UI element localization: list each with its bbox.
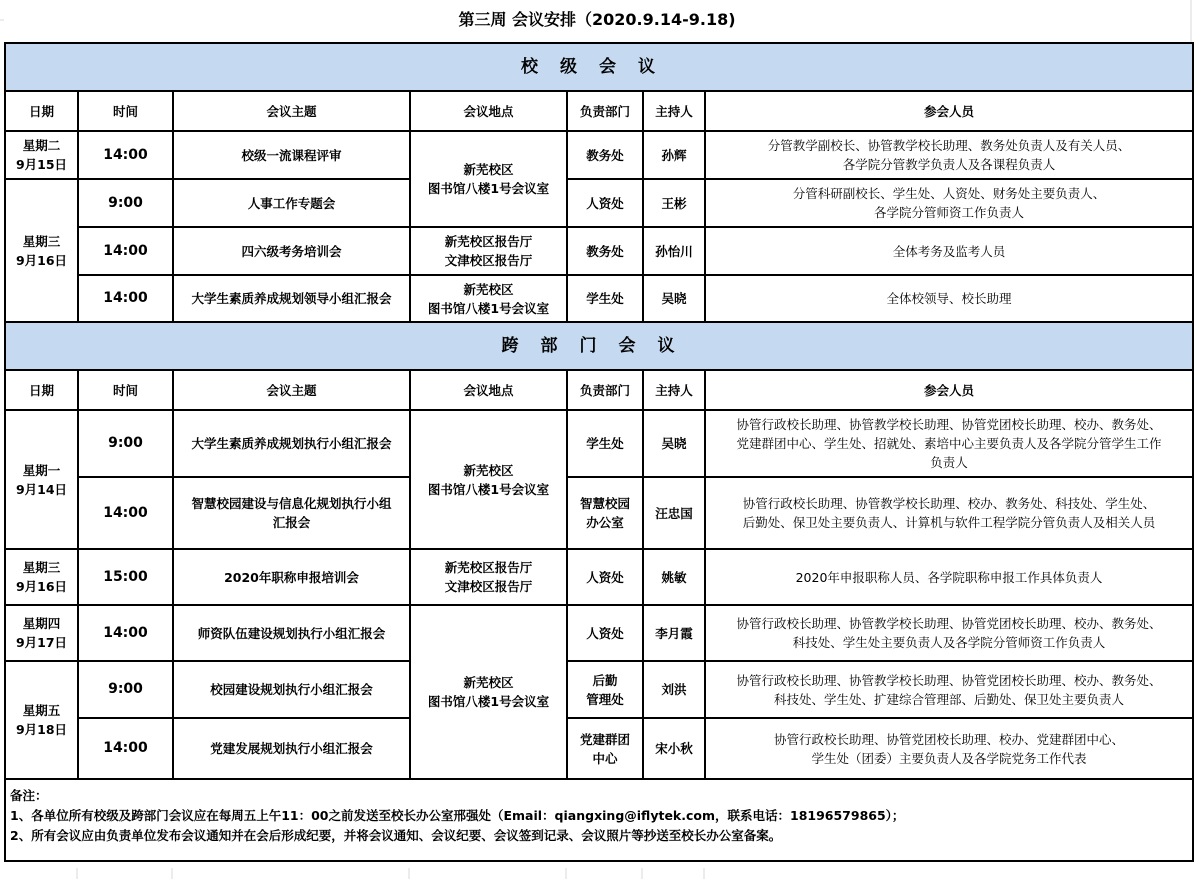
location-cell: 新芜校区 图书馆八楼1号会议室 <box>410 275 567 322</box>
attendees-cell: 分管教学副校长、协管教学校长助理、教务处负责人及有关人员、 各学院分管教学负责人及各课程负责人 <box>705 131 1193 179</box>
header-date: 日期 <box>5 91 78 131</box>
host-cell: 姚敏 <box>643 549 705 605</box>
attendees-cell: 协管行政校长助理、协管教学校长助理、协管党团校长助理、校办、教务处、 科技处、学生处、扩建综合管理部、后勤处、保卫处主要负责人 <box>705 661 1193 718</box>
topic-cell: 智慧校园建设与信息化规划执行小组 汇报会 <box>173 477 410 549</box>
date-cell: 星期四 9月17日 <box>5 605 78 661</box>
meeting-row <box>5 227 1193 275</box>
header-host: 主持人 <box>643 370 705 410</box>
topic-cell: 校级一流课程评审 <box>173 131 410 179</box>
header-host: 主持人 <box>643 91 705 131</box>
attendees-cell: 全体校领导、校长助理 <box>705 275 1193 322</box>
meeting-row <box>5 410 1193 477</box>
dept-cell: 人资处 <box>567 179 643 227</box>
school_level-section-heading: 校级会议 <box>5 43 1193 91</box>
time-cell: 14:00 <box>78 275 173 322</box>
header-date: 日期 <box>5 370 78 410</box>
header-time: 时间 <box>78 370 173 410</box>
time-cell: 14:00 <box>78 605 173 661</box>
date-cell: 星期三 9月16日 <box>5 179 78 322</box>
date-cell: 星期三 9月16日 <box>5 549 78 605</box>
meeting-row <box>5 549 1193 605</box>
header-location: 会议地点 <box>410 370 567 410</box>
meeting-row <box>5 131 1193 179</box>
meeting-row <box>5 477 1193 549</box>
dept-cell: 人资处 <box>567 605 643 661</box>
time-cell: 14:00 <box>78 477 173 549</box>
date-cell: 星期一 9月14日 <box>5 410 78 549</box>
time-cell: 15:00 <box>78 549 173 605</box>
host-cell: 孙辉 <box>643 131 705 179</box>
host-cell: 刘洪 <box>643 661 705 718</box>
notes-label: 备注： <box>10 788 48 803</box>
note-line: 2、所有会议应由负责单位发布会议通知并在会后形成纪要，并将会议通知、会议纪要、会议签到记录、会议照片等抄送至校长办公室备案。 <box>10 828 782 843</box>
schedule-table <box>4 42 1194 862</box>
meeting-row <box>5 605 1193 661</box>
dept-cell: 党建群团 中心 <box>567 718 643 779</box>
host-cell: 王彬 <box>643 179 705 227</box>
attendees-cell: 协管行政校长助理、协管党团校长助理、校办、党建群团中心、 学生处（团委）主要负责人及各学院党务工作代表 <box>705 718 1193 779</box>
topic-cell: 大学生素质养成规划执行小组汇报会 <box>173 410 410 477</box>
attendees-cell: 全体考务及监考人员 <box>705 227 1193 275</box>
topic-cell: 校园建设规划执行小组汇报会 <box>173 661 410 718</box>
topic-cell: 师资队伍建设规划执行小组汇报会 <box>173 605 410 661</box>
meeting-row <box>5 275 1193 322</box>
topic-cell: 党建发展规划执行小组汇报会 <box>173 718 410 779</box>
cross_department-section-heading: 跨部门会议 <box>5 322 1193 370</box>
notes-cell <box>5 779 1193 861</box>
date-cell: 星期五 9月18日 <box>5 661 78 779</box>
location-cell: 新芜校区报告厅 文津校区报告厅 <box>410 549 567 605</box>
attendees-cell: 协管行政校长助理、协管教学校长助理、协管党团校长助理、校办、教务处、 科技处、学生处主要负责人及各学院分管师资工作负责人 <box>705 605 1193 661</box>
host-cell: 吴晓 <box>643 275 705 322</box>
location-cell: 新芜校区 图书馆八楼1号会议室 <box>410 605 567 779</box>
attendees-cell: 分管科研副校长、学生处、人资处、财务处主要负责人、 各学院分管师资工作负责人 <box>705 179 1193 227</box>
dept-cell: 智慧校园 办公室 <box>567 477 643 549</box>
date-cell: 星期二 9月15日 <box>5 131 78 179</box>
header-dept: 负责部门 <box>567 91 643 131</box>
dept-cell: 学生处 <box>567 275 643 322</box>
topic-cell: 人事工作专题会 <box>173 179 410 227</box>
meeting-row <box>5 179 1193 227</box>
time-cell: 14:00 <box>78 227 173 275</box>
location-cell: 新芜校区 图书馆八楼1号会议室 <box>410 410 567 549</box>
header-location: 会议地点 <box>410 91 567 131</box>
location-cell: 新芜校区报告厅 文津校区报告厅 <box>410 227 567 275</box>
location-cell: 新芜校区 图书馆八楼1号会议室 <box>410 131 567 227</box>
attendees-cell: 协管行政校长助理、协管教学校长助理、校办、教务处、科技处、学生处、 后勤处、保卫处主要负责人、计算机与软件工程学院分管负责人及相关人员 <box>705 477 1193 549</box>
dept-cell: 学生处 <box>567 410 643 477</box>
host-cell: 孙怡川 <box>643 227 705 275</box>
page-title: 第三周 会议安排（2020.9.14-9.18) <box>458 10 736 29</box>
meeting-row <box>5 661 1193 718</box>
time-cell: 9:00 <box>78 661 173 718</box>
host-cell: 汪忠国 <box>643 477 705 549</box>
header-topic: 会议主题 <box>173 91 410 131</box>
host-cell: 吴晓 <box>643 410 705 477</box>
host-cell: 李月霞 <box>643 605 705 661</box>
dept-cell: 教务处 <box>567 131 643 179</box>
dept-cell: 教务处 <box>567 227 643 275</box>
time-cell: 14:00 <box>78 131 173 179</box>
header-attendees: 参会人员 <box>705 91 1193 131</box>
topic-cell: 四六级考务培训会 <box>173 227 410 275</box>
host-cell: 宋小秋 <box>643 718 705 779</box>
time-cell: 9:00 <box>78 179 173 227</box>
header-attendees: 参会人员 <box>705 370 1193 410</box>
topic-cell: 大学生素质养成规划领导小组汇报会 <box>173 275 410 322</box>
time-cell: 14:00 <box>78 718 173 779</box>
dept-cell: 人资处 <box>567 549 643 605</box>
meeting-row <box>5 718 1193 779</box>
header-time: 时间 <box>78 91 173 131</box>
topic-cell: 2020年职称申报培训会 <box>173 549 410 605</box>
dept-cell: 后勤 管理处 <box>567 661 643 718</box>
header-topic: 会议主题 <box>173 370 410 410</box>
attendees-cell: 协管行政校长助理、协管教学校长助理、协管党团校长助理、校办、教务处、 党建群团中心、学生处、招就处、素培中心主要负责人及各学院分管学生工作 负责人 <box>705 410 1193 477</box>
header-dept: 负责部门 <box>567 370 643 410</box>
attendees-cell: 2020年申报职称人员、各学院职称申报工作具体负责人 <box>705 549 1193 605</box>
note-line: 1、各单位所有校级及跨部门会议应在每周五上午11：00之前发送至校长办公室邢强处（Email：qiangxing@iflytek.com，联系电话：18196579865）； <box>10 808 905 823</box>
time-cell: 9:00 <box>78 410 173 477</box>
